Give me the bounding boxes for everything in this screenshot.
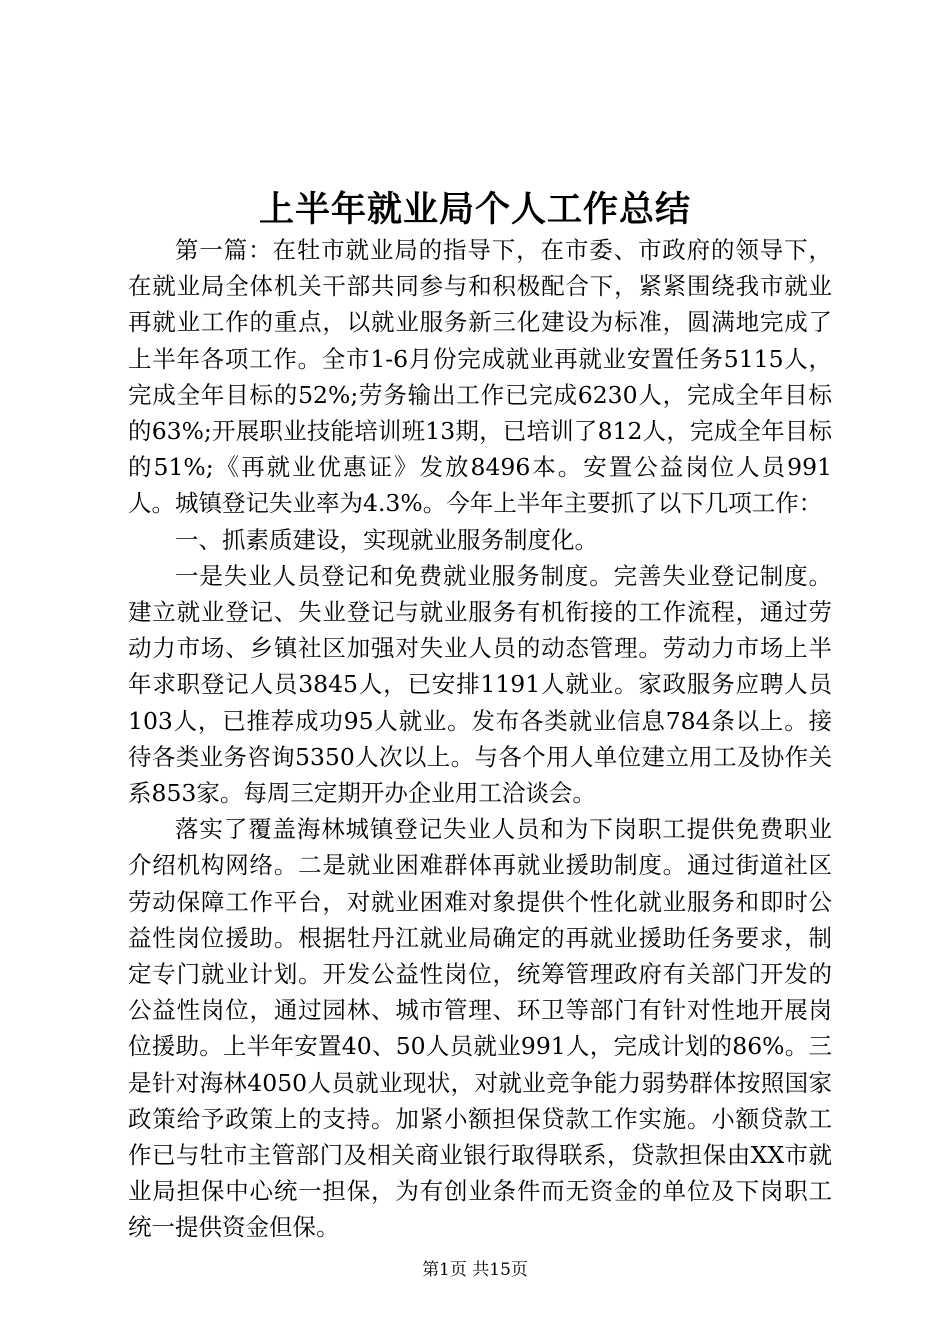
paragraph-section-heading: 一、抓素质建设，实现就业服务制度化。	[175, 525, 598, 554]
document-body	[128, 232, 832, 1246]
paragraph-intro: 第一篇：在牡市就业局的指导下，在市委、市政府的领导下，在就业局全体机关干部共同参与和积极配合下，紧紧围绕我市就业再就业工作的重点，以就业服务新三化建设为标准，圆满地完成了上半年各项工作。全市1-6月份完成就业再就业安置任务5115人，完成全年目标的52%;劳务输出工作已完成6230人，完成全年目标的63%;开展职业技能培训班13期，已培训了812人，完成全年目标的51%;《再就业优惠证》发放8496本。安置公益岗位人员991人。城镇登记失业率为4.3%。今年上半年主要抓了以下几项工作：	[128, 236, 832, 518]
page-footer: 第1页 共15页	[422, 1260, 528, 1280]
paragraph-registration-system: 一是失业人员登记和免费就业服务制度。完善失业登记制度。建立就业登记、失业登记与就业服务有机衔接的工作流程，通过劳动力市场、乡镇社区加强对失业人员的动态管理。劳动力市场上半年求职登记人员3845人，已安排1191人就业。家政服务应聘人员103人，已推荐成功95人就业。发布各类就业信息784条以上。接待各类业务咨询5350人次以上。与各个用人单位建立用工及协作关系853家。每周三定期开办企业用工洽谈会。	[128, 561, 832, 808]
paragraph-assistance-system: 落实了覆盖海林城镇登记失业人员和为下岗职工提供免费职业介绍机构网络。二是就业困难群体再就业援助制度。通过街道社区劳动保障工作平台，对就业困难对象提供个性化就业服务和即时公益性岗位援助。根据牡丹江就业局确定的再就业援助任务要求，制定专门就业计划。开发公益性岗位，统筹管理政府有关部门开发的公益性岗位，通过园林、城市管理、环卫等部门有针对性地开展岗位援助。上半年安置40、50人员就业991人，完成计划的86%。三是针对海林4050人员就业现状，对就业竞争能力弱势群体按照国家政策给予政策上的支持。加紧小额担保贷款工作实施。小额贷款工作已与牡市主管部门及相关商业银行取得联系，贷款担保由XX市就业局担保中心统一担保，为有创业条件而无资金的单位及下岗职工统一提供资金但保。	[128, 815, 832, 1242]
document-title: 上半年就业局个人工作总结	[258, 189, 691, 230]
